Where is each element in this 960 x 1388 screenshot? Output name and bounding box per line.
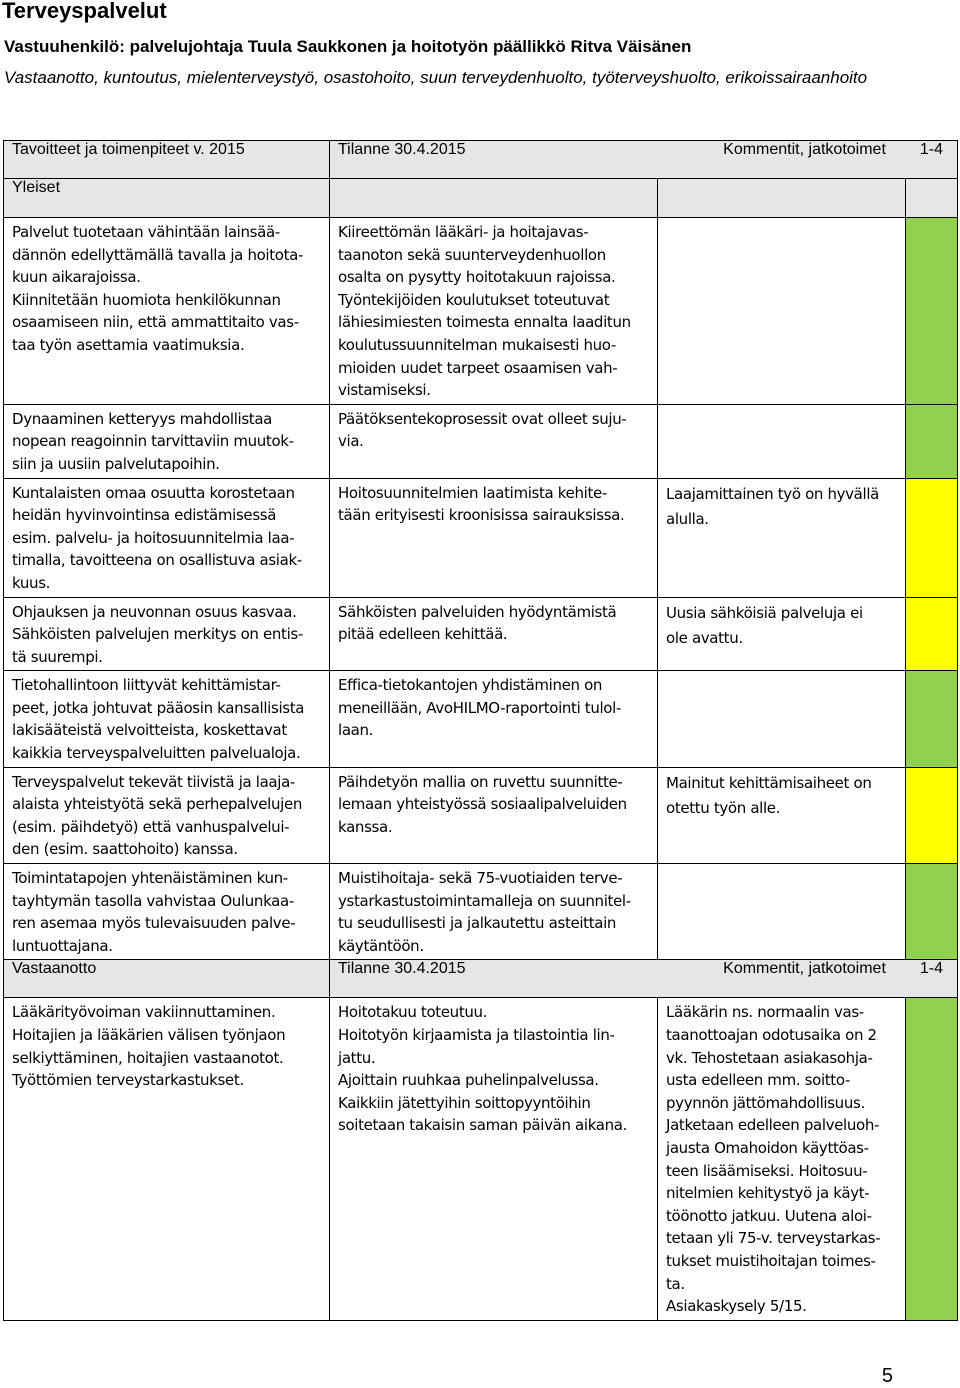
text-line: Kaikkiin jätettyihin soittopyyntöihin (338, 1093, 591, 1112)
table-row (4, 404, 958, 478)
text-line: peet, jotka johtuvat pääosin kansallisista (12, 698, 305, 717)
text-line: töönotto jatkuu. Uutena aloi- (666, 1206, 872, 1225)
text-line: kanssa. (338, 817, 393, 836)
text-line: soitetaan takaisin saman päivän aikana. (338, 1116, 628, 1135)
comment-cell (658, 998, 906, 1320)
text-line: Dynaaminen ketteryys mahdollistaa (12, 409, 273, 428)
text-line: otettu työn alle. (666, 798, 781, 817)
table-header (4, 141, 958, 179)
rating-cell (906, 864, 958, 960)
text-line: lemaan yhteistyössä sosiaalipalveluiden (338, 795, 627, 814)
text-line: Terveyspalvelut tekevät tiivistä ja laaja- (12, 772, 295, 791)
text-line: Lääkärin ns. normaalin vas- (666, 1003, 864, 1022)
text-line: meneillään, AvoHILMO-raportointi tulol- (338, 698, 622, 717)
goal-cell (4, 597, 330, 671)
text-line: selkiyttäminen, hoitajien vastaanotot. (12, 1048, 284, 1067)
text-line: taanoton sekä suunterveydenhuollon (338, 245, 606, 264)
text-line: Hoitajien ja lääkärien välisen työnjaon (12, 1026, 286, 1044)
status-cell (330, 597, 658, 671)
text-line: luntuottajana. (12, 936, 113, 955)
text-line: tu seudullisesti ja jalkautettu asteittain (338, 914, 617, 933)
text-line: alulla. (666, 509, 709, 528)
text-line: jattu. (338, 1048, 376, 1067)
page-number: 5 (881, 1365, 893, 1387)
rating-cell (906, 671, 958, 767)
text-line: via. (338, 432, 364, 451)
text-line: Päihdetyön mallia on ruvettu suunnitte- (338, 772, 623, 791)
text-line: pyynnön jättömahdollisuus. (666, 1093, 865, 1112)
text-line: alaista yhteistyötä sekä perhepalvelujen (12, 795, 303, 814)
table-row (4, 478, 958, 597)
header-goals: Tavoitteet ja toimenpiteet v. 2015 (4, 141, 330, 179)
text-line: nopean reagoinnin tarvittaviin muutok- (12, 432, 294, 451)
service-areas: Vastaanotto, kuntoutus, mielenterveystyö, osastohoito, suun terveydenhuolto, työterveyshuolto, erikoissairaanhoito (4, 68, 868, 87)
status-cell (330, 404, 658, 478)
goal-cell (4, 767, 330, 863)
text-line: jausta Omahoidon käyttöas- (666, 1138, 869, 1157)
comment-cell (658, 864, 906, 960)
table-row (4, 998, 958, 1320)
text-line: mioiden uudet tarpeet osaamisen vah- (338, 358, 618, 377)
text-line: teen lisäämiseksi. Hoitosuu- (666, 1161, 868, 1180)
text-line: tetaan yli 75-v. terveystarkas- (666, 1229, 881, 1248)
text-line: Kiinnitetään huomiota henkilökunnan (12, 290, 281, 309)
text-line: esim. palvelu- ja hoitosuunnitelmia laa- (12, 528, 295, 547)
text-line: timalla, tavoitteena on osallistuva asiak- (12, 551, 302, 570)
text-line: siin ja uusiin palvelutapoihin. (12, 454, 220, 473)
status-cell (330, 864, 658, 960)
table-row (4, 597, 958, 671)
text-line: osalta on pysytty hoitotakuun rajoissa. (338, 268, 616, 287)
table-row (4, 767, 958, 863)
text-line: Työttömien terveystarkastukset. (12, 1071, 244, 1090)
status-cell (330, 767, 658, 863)
vastaanotto-scale: 1-4 (919, 960, 944, 978)
text-line: (esim. päihdetyö) että vanhuspalvelui- (12, 817, 290, 836)
table-row (4, 864, 958, 960)
text-line: Mainitut kehittämisaiheet on (666, 773, 872, 792)
text-line: Sähköisten palvelujen merkitys on entis- (12, 625, 303, 644)
text-line: den (esim. saattohoito) kanssa. (12, 840, 238, 859)
text-line: Muistihoitaja- sekä 75-vuotiaiden terve- (338, 869, 623, 888)
text-line: vistamiseksi. (338, 381, 431, 400)
text-line: Kuntalaisten omaa osuutta korostetaan (12, 483, 295, 502)
rating-cell (906, 404, 958, 478)
vastaanotto-status-header: Tilanne 30.4.2015 (338, 960, 466, 978)
text-line: kaikkia terveyspalveluitten palvelualoja. (12, 744, 301, 763)
text-line: nitelmien kehitystyö ja käyt- (666, 1184, 870, 1203)
text-line: laan. (338, 721, 374, 740)
text-line: ta. (666, 1274, 685, 1293)
text-line: Päätöksentekoprosessit ovat olleet suju- (338, 409, 627, 428)
text-line: Jatketaan edelleen palveluoh- (666, 1116, 880, 1135)
goal-cell (4, 998, 330, 1320)
header-status: Tilanne 30.4.2015 (338, 141, 466, 158)
text-line: ren asemaa myös tulevaisuuden palve- (12, 914, 296, 933)
rating-cell (906, 478, 958, 597)
text-line: dännön edellyttämällä tavalla ja hoitota- (12, 245, 304, 264)
text-line: ystarkastustoimintamalleja on suunnitel- (338, 891, 631, 910)
goal-cell (4, 864, 330, 960)
text-line: Työntekijöiden koulutukset toteutuvat (338, 290, 610, 309)
text-line: taa työn asettamia vaatimuksia. (12, 335, 245, 354)
status-cell (330, 218, 658, 405)
section-vastaanotto-header (4, 960, 958, 998)
text-line: lakisääteistä velvoitteista, koskettavat (12, 721, 287, 740)
text-line: Toimintatapojen yhtenäistäminen kun- (12, 869, 288, 888)
text-line: Laajamittainen työ on hyvällä (666, 484, 879, 503)
text-line: vk. Tehostetaan asiakasohja- (666, 1048, 873, 1067)
comment-cell (658, 218, 906, 405)
text-line: ole avattu. (666, 628, 743, 647)
table-row (4, 218, 958, 405)
section-yleiset-label: Yleiset (4, 179, 330, 218)
text-line: tukset muistihoitajan toimes- (666, 1251, 876, 1270)
section-yleiset (4, 179, 958, 218)
text-line: kuus. (12, 573, 51, 592)
text-line: Kiireettömän lääkäri- ja hoitajavas- (338, 223, 589, 241)
text-line: kuun aikarajoissa. (12, 268, 141, 287)
rating-cell (906, 767, 958, 863)
status-cell (330, 671, 658, 767)
comment-cell (658, 478, 906, 597)
text-line: pitää edelleen kehittää. (338, 625, 508, 644)
goal-cell (4, 404, 330, 478)
rating-cell (906, 998, 958, 1320)
goal-cell (4, 218, 330, 405)
header-scale: 1-4 (919, 141, 944, 158)
text-line: Ohjauksen ja neuvonnan osuus kasvaa. (12, 602, 297, 621)
header-status-comments (330, 141, 958, 179)
text-line: Uusia sähköisiä palveluja ei (666, 603, 863, 622)
text-line: Hoitotakuu toteutuu. (338, 1003, 488, 1022)
goals-table (3, 140, 958, 1321)
status-cell (330, 998, 658, 1320)
text-line: tä suurempi. (12, 647, 103, 666)
text-line: osaamiseen niin, että ammattitaito vas- (12, 313, 299, 332)
text-line: Hoitosuunnitelmien laatimista kehite- (338, 483, 607, 502)
text-line: Asiakaskysely 5/15. (666, 1297, 807, 1316)
text-line: Ajoittain ruuhkaa puhelinpalvelussa. (338, 1071, 599, 1090)
page-title: Terveyspalvelut (2, 0, 167, 23)
vastaanotto-comments-header: Kommentit, jatkotoimet (723, 960, 886, 978)
text-line: lähiesimiesten toimesta ennalta laaditun (338, 313, 631, 332)
text-line: käytäntöön. (338, 936, 424, 955)
text-line: Tietohallintoon liittyvät kehittämistar- (12, 676, 281, 695)
text-line: Effica-tietokantojen yhdistäminen on (338, 676, 603, 695)
text-line: tään erityisesti kroonisissa sairauksissa. (338, 506, 625, 525)
comment-cell (658, 671, 906, 767)
comment-cell (658, 597, 906, 671)
status-cell (330, 478, 658, 597)
comment-cell (658, 404, 906, 478)
rating-cell (906, 218, 958, 405)
vastaanotto-status-comments (330, 960, 958, 998)
text-line: Lääkärityövoiman vakiinnuttaminen. (12, 1003, 276, 1022)
text-line: Palvelut tuotetaan vähintään lainsää- (12, 223, 280, 241)
text-line: Hoitotyön kirjaamista ja tilastointia lin- (338, 1026, 615, 1044)
comment-cell (658, 767, 906, 863)
responsible-persons: Vastuuhenkilö: palvelujohtaja Tuula Saukkonen ja hoitotyön päällikkö Ritva Väisänen (4, 37, 692, 56)
goal-cell (4, 671, 330, 767)
goal-cell (4, 478, 330, 597)
text-line: usta edelleen mm. soitto- (666, 1071, 851, 1090)
table-row (4, 671, 958, 767)
rating-cell (906, 597, 958, 671)
text-line: taanottoajan odotusaika on 2 (666, 1026, 877, 1044)
section-vastaanotto-label: Vastaanotto (4, 960, 330, 998)
text-line: koulutussuunnitelman mukaisesti huo- (338, 335, 616, 354)
text-line: Sähköisten palveluiden hyödyntämistä (338, 602, 617, 621)
text-line: tayhtymän tasolla vahvistaa Oulunkaa- (12, 891, 294, 910)
header-comments: Kommentit, jatkotoimet (723, 141, 886, 158)
text-line: heidän hyvinvointinsa edistämisessä (12, 506, 277, 525)
